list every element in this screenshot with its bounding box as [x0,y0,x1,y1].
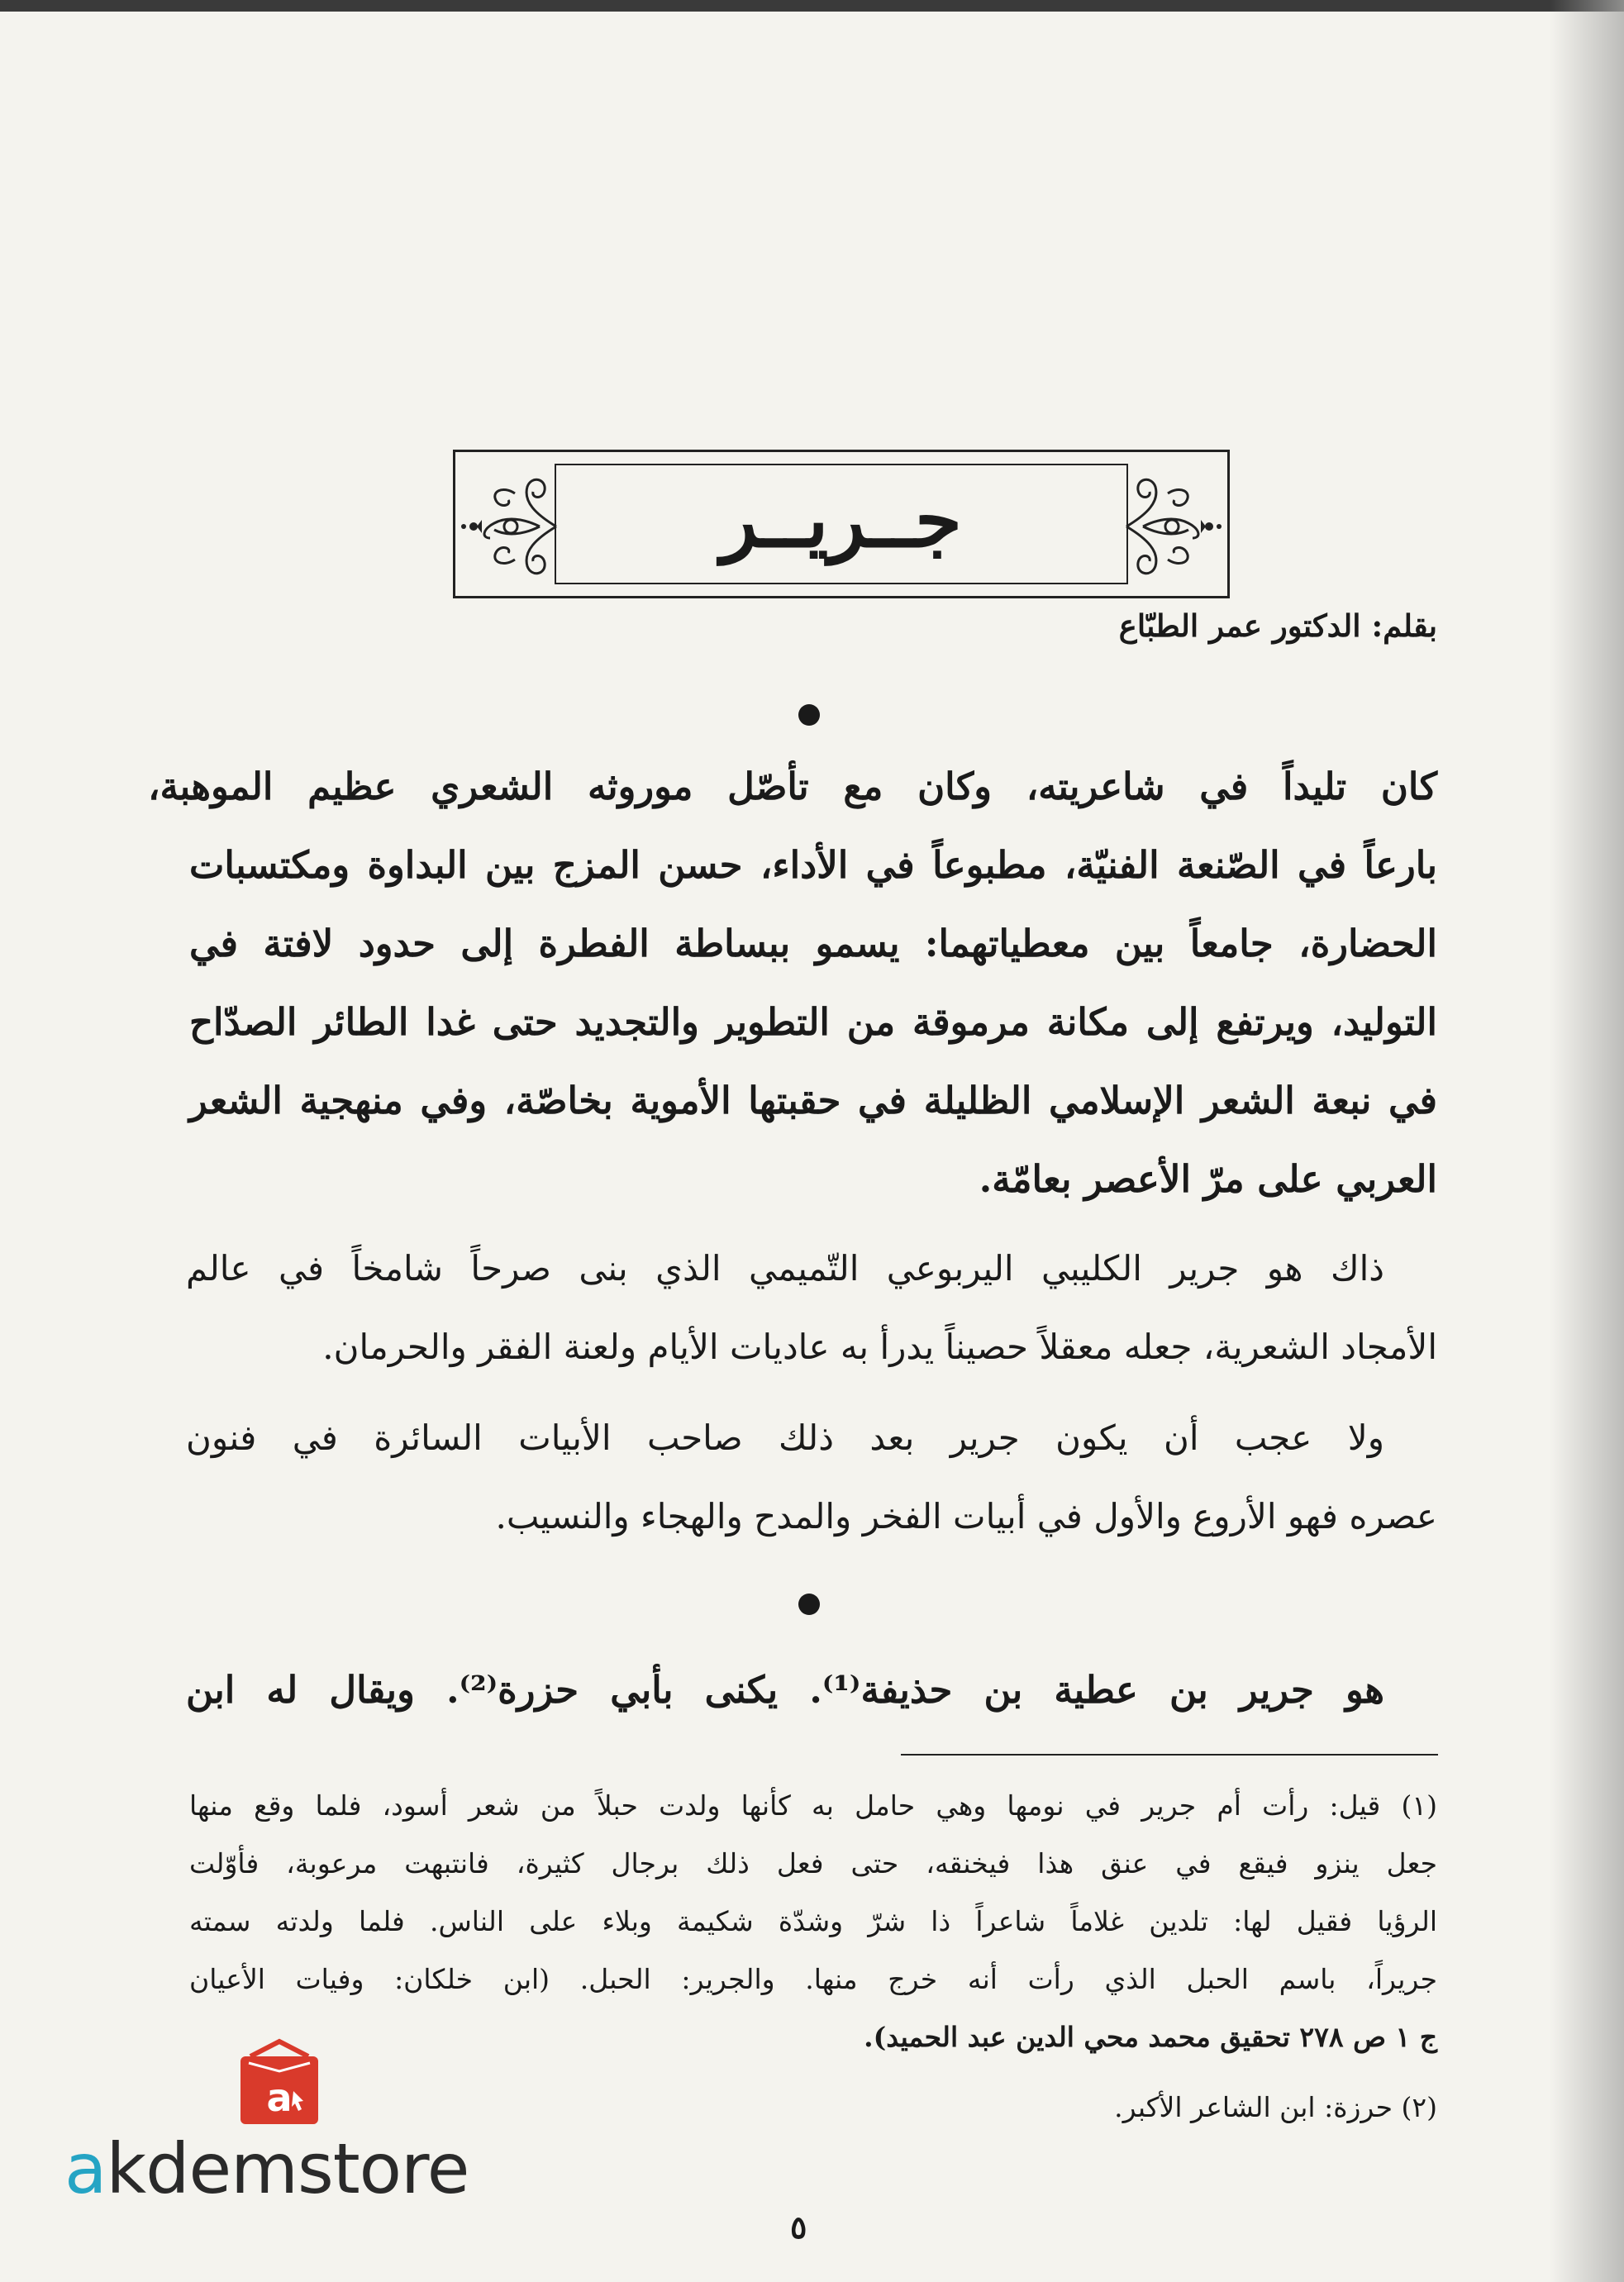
brand-wordmark [64,2128,469,2209]
paragraph3-line-2: عصره فهو الأروع والأول في أبيات الفخر والمدح والهجاء والنسيب. [495,1496,1437,1536]
paragraph1-line-3: الحضارة، جامعاً بين معطياتهما: يسمو ببساطة الفطرة إلى حدود لافتة في [189,922,1437,965]
footnote1-line-2: جعل ينزو فيقع في عنق هذا فيخنقه، حتى فعل ذلك برجال كثيرة، فانتبهت مرعوبة، فأوّلت [189,1847,1437,1879]
paragraph1-line-4: التوليد، ويرتفع إلى مكانة مرموقة من التطوير والتجديد حتى غدا الطائر الصدّاح [189,1000,1437,1044]
paragraph1-line-5: في نبعة الشعر الإسلامي الظليلة في حقبتها الأموية بخاصّة، وفي منهجية الشعر [189,1079,1437,1122]
scan-edge-right [1550,0,1624,2282]
brand-wordmark-prefix: a [64,2128,107,2209]
footnote1-line-1: (١) قيل: رأت أم جرير في نومها وهي حامل به كأنها ولدت حبلاً من شعر أسود، فلما وقع منها [189,1789,1437,1822]
section-bullet-1 [798,704,820,726]
page-number: ٥ [790,2208,807,2246]
paragraph3-line-1: ولا عجب أن يكون جرير بعد ذلك صاحب الأبيات السائرة في فنون [186,1417,1384,1458]
footnote1-line-3: الرؤيا فقيل لها: تلدين غلاماً شاعراً ذا شرّ وشدّة شكيمة وبلاء على الناس. فلما ولدته سمته [189,1905,1437,1937]
paragraph1-line-2: بارعاً في الصّنعة الفنيّة، مطبوعاً في الأداء، حسن المزج بين البداوة ومكتسبات [189,843,1437,887]
footnote-separator [901,1754,1438,1756]
scan-edge-top [0,0,1624,12]
paragraph1-line-6: العربي على مرّ الأعصر بعامّة. [979,1157,1437,1201]
paragraph2-line-1: ذاك هو جرير الكليبي اليربوعي التّميمي الذي بنى صرحاً شامخاً في عالم [186,1248,1384,1289]
brand-wordmark-rest: kdemstore [106,2128,469,2209]
svg-text:a: a [266,2075,293,2120]
paragraph4-line-1: هو جرير بن عطية بن حذيفة⁽¹⁾. يكنى بأبي حزرة⁽²⁾. ويقال له ابن [186,1668,1384,1712]
section-bullet-2 [798,1594,820,1615]
author-line: بقلم: الدكتور عمر الطبّاع [1118,607,1437,644]
footnote1-line-5: ج ١ ص ٢٧٨ تحقيق محمد محي الدين عبد الحميد). [864,2021,1437,2053]
title-frame [453,450,1230,598]
footnote2: (٢) حرزة: ابن الشاعر الأكبر. [1114,2091,1437,2123]
footnote1-line-4: جريراً، باسم الحبل الذي رأت أنه خرج منها. والجرير: الحبل. (ابن خلكان: وفيات الأعيان [189,1963,1437,1995]
paragraph2-line-2: الأمجاد الشعرية، جعله معقلاً حصيناً يدرأ به عاديات الأيام ولعنة الفقر والحرمان. [322,1327,1437,1367]
open-book-logo-icon [234,2038,325,2129]
paragraph1-line-1: كان تليداً في شاعريته، وكان مع تأصّل موروثه الشعري عظيم الموهبة، [148,765,1437,808]
page-title: جــريــر [721,475,962,565]
